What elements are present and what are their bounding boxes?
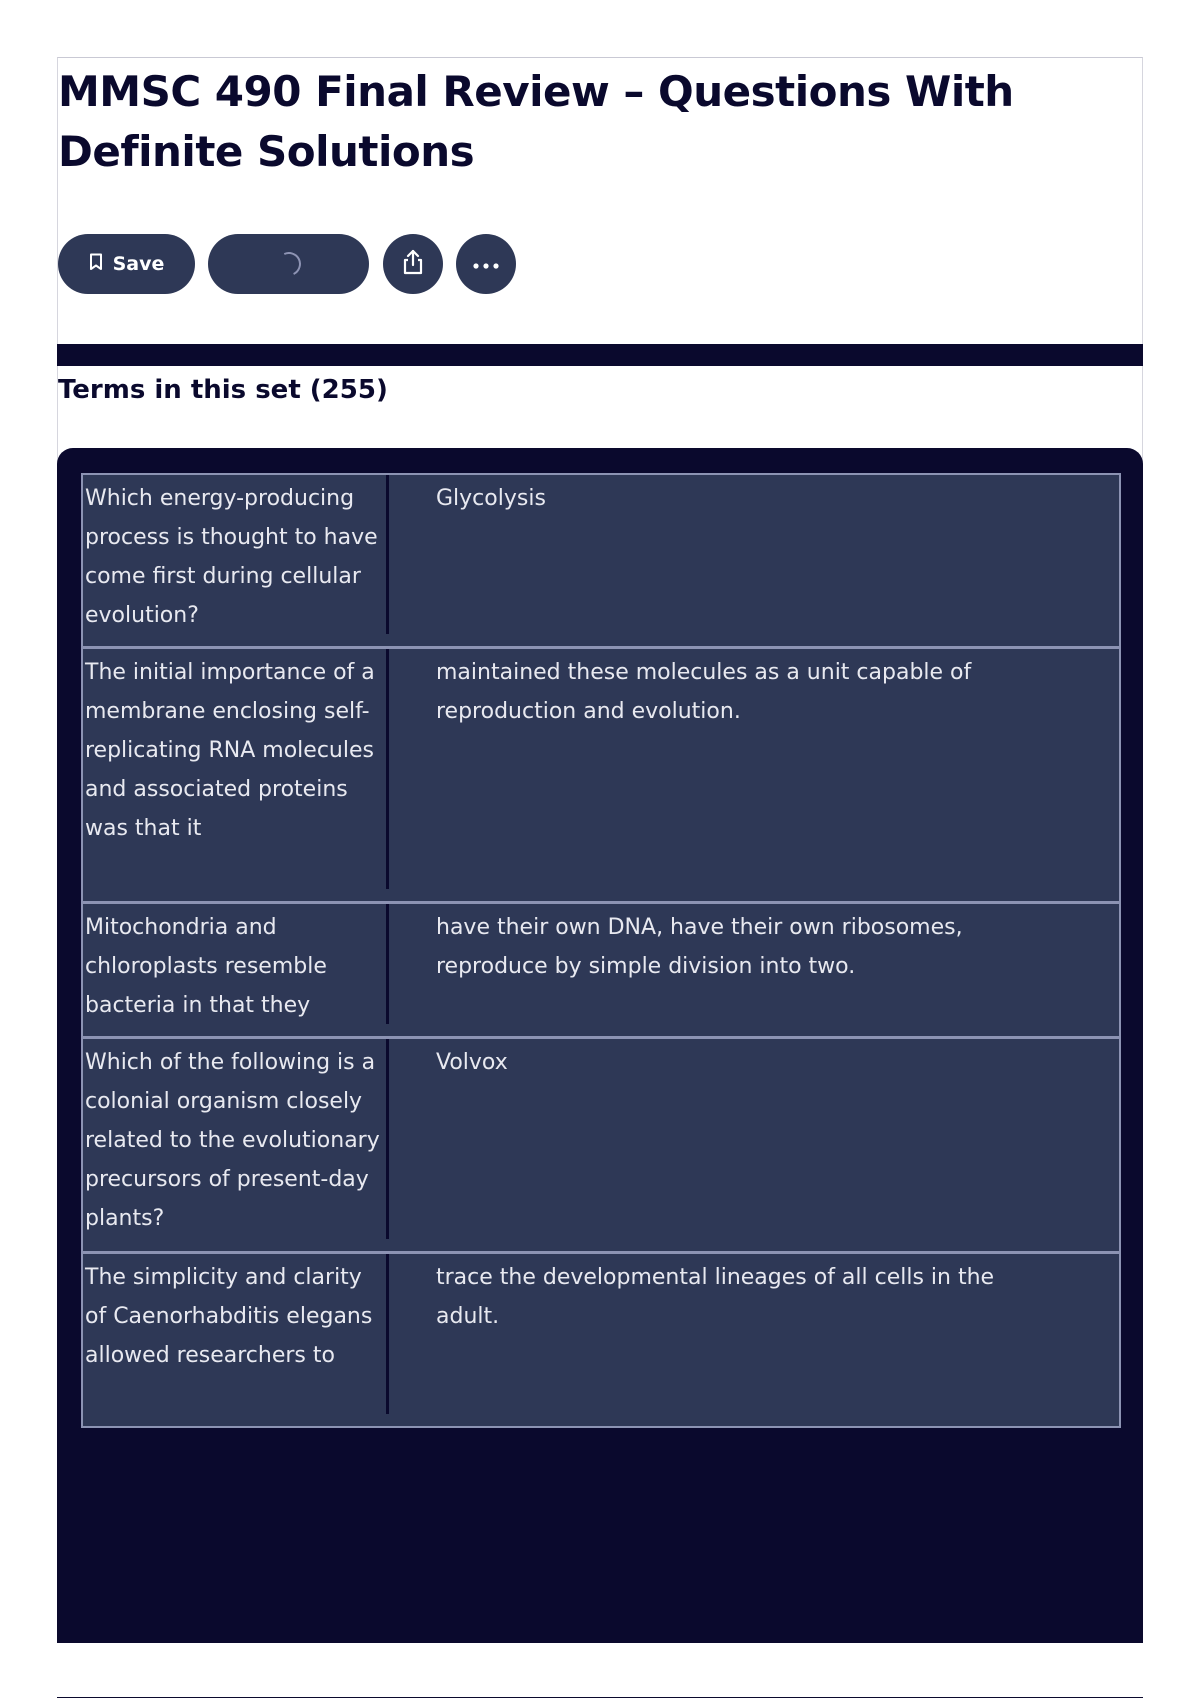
save-button[interactable] bbox=[58, 234, 195, 294]
term-row bbox=[81, 473, 1121, 648]
share-button[interactable] bbox=[383, 234, 443, 294]
term-answer: maintained these molecules as a unit capable of reproduction and evolution. bbox=[436, 660, 972, 724]
share-icon bbox=[400, 248, 426, 280]
terms-heading: Terms in this set (255) bbox=[58, 375, 388, 405]
term-answer: have their own DNA, have their own ribosomes, reproduce by simple division into two. bbox=[436, 915, 963, 979]
term-question: Which energy-producing process is thought to have come first during cellular evolution? bbox=[83, 475, 389, 634]
bottom-rule bbox=[57, 1697, 1143, 1698]
bookmark-icon bbox=[89, 253, 103, 276]
term-question: The simplicity and clarity of Caenorhabditis elegans allowed researchers to bbox=[83, 1254, 389, 1414]
term-question: Mitochondria and chloroplasts resemble bacteria in that they bbox=[83, 904, 389, 1024]
term-answer: trace the developmental lineages of all cells in the adult. bbox=[436, 1265, 995, 1329]
more-horizontal-icon bbox=[471, 255, 501, 274]
page-title: MMSC 490 Final Review – Questions With Definite Solutions bbox=[58, 67, 1014, 176]
spinner-icon bbox=[273, 249, 304, 280]
save-button-label: Save bbox=[112, 253, 165, 275]
section-divider bbox=[57, 344, 1143, 366]
term-question: The initial importance of a membrane enclosing self-replicating RNA molecules and associated proteins was that it bbox=[83, 649, 389, 889]
term-row bbox=[81, 1253, 1121, 1428]
term-answer: Glycolysis bbox=[436, 486, 546, 511]
term-row bbox=[81, 648, 1121, 903]
term-row bbox=[81, 903, 1121, 1038]
term-row bbox=[81, 1038, 1121, 1253]
loading-button[interactable] bbox=[208, 234, 369, 294]
term-answer: Volvox bbox=[436, 1050, 508, 1075]
more-options-button[interactable] bbox=[456, 234, 516, 294]
term-question: Which of the following is a colonial organism closely related to the evolutionary precursors of present-day plants? bbox=[83, 1039, 389, 1239]
terms-list bbox=[81, 473, 1121, 1428]
